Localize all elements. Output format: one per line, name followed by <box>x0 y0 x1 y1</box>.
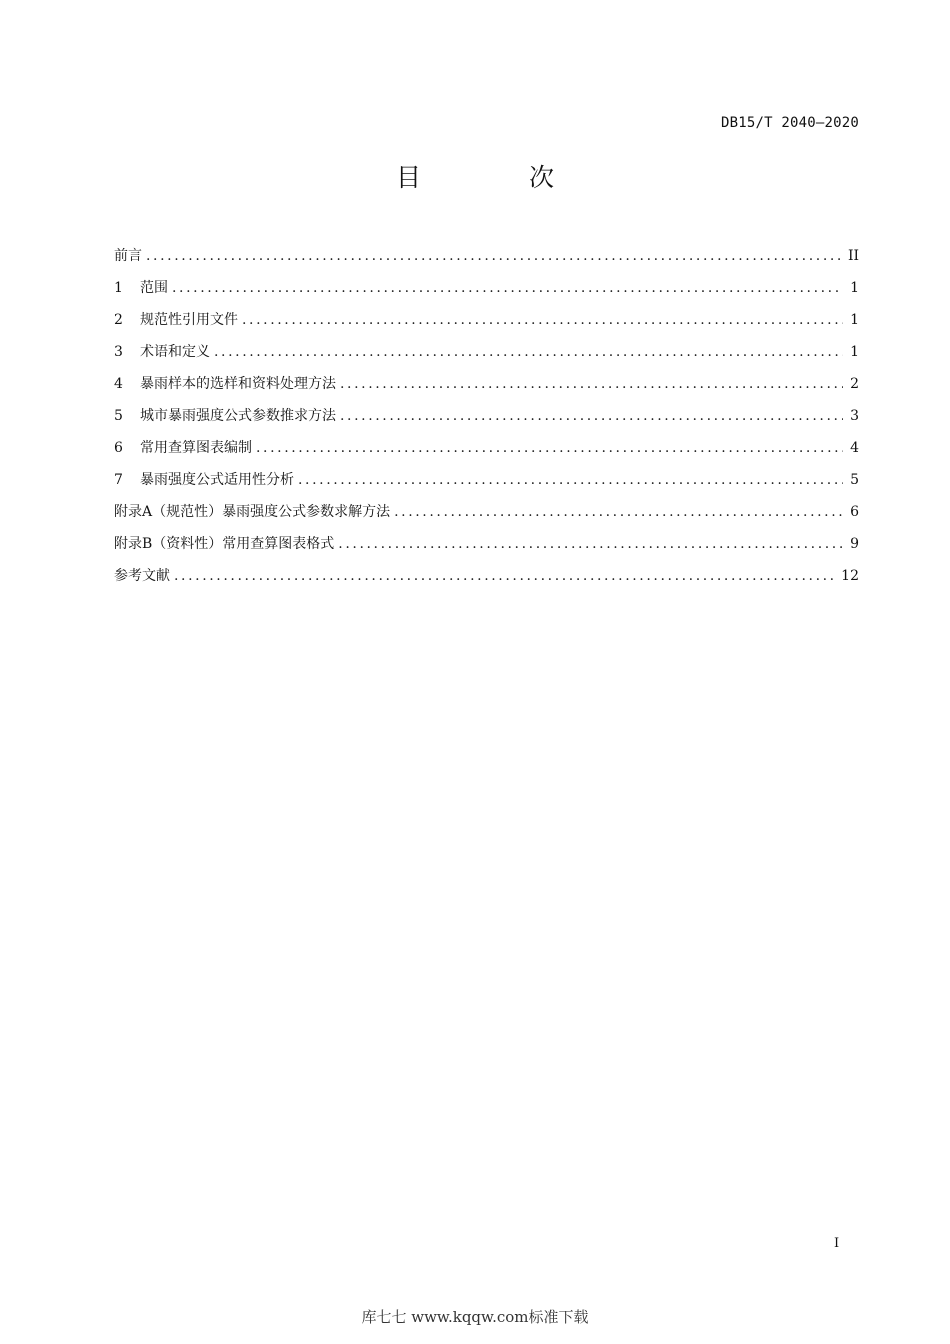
toc-leader-dots <box>338 533 843 555</box>
toc-leader-dots <box>340 373 843 395</box>
toc-entry-label: 暴雨样本的选样和资料处理方法 <box>140 376 336 392</box>
toc-leader-dots <box>172 277 843 299</box>
page-number: I <box>834 1236 840 1251</box>
toc-entry-number: 6 <box>114 440 123 456</box>
toc-entry-scope[interactable] <box>114 277 859 309</box>
toc-entry-label: 附录A（规范性）暴雨强度公式参数求解方法 <box>114 504 391 520</box>
toc-entry-page: 1 <box>850 344 859 360</box>
toc-entry-label: 附录B（资料性）常用查算图表格式 <box>114 536 335 552</box>
toc-entry-normative-references[interactable] <box>114 309 859 341</box>
toc-entry-terms[interactable] <box>114 341 859 373</box>
toc-entry-page: 9 <box>850 536 859 552</box>
toc-leader-dots <box>146 245 842 267</box>
toc-entry-page: 12 <box>841 568 859 584</box>
toc-entry-label: 城市暴雨强度公式参数推求方法 <box>140 408 336 424</box>
toc-entry-sampling[interactable] <box>114 373 859 405</box>
toc-entry-label: 参考文献 <box>114 568 170 584</box>
toc-entry-formula-parameters[interactable] <box>114 405 859 437</box>
toc-entry-label: 常用查算图表编制 <box>140 440 252 456</box>
toc-entry-number: 1 <box>114 280 123 296</box>
toc-entry-number: 7 <box>114 472 123 488</box>
toc-leader-dots <box>242 309 843 331</box>
toc-entry-appendix-a[interactable] <box>114 501 859 533</box>
toc-entry-number: 5 <box>114 408 123 424</box>
page-title: 目 次 <box>396 163 604 192</box>
toc-entry-page: 1 <box>850 280 859 296</box>
toc-leader-dots <box>214 341 843 363</box>
toc-entry-page: 6 <box>850 504 859 520</box>
toc-entry-label: 前言 <box>114 248 142 264</box>
toc-entry-charts[interactable] <box>114 437 859 469</box>
toc-entry-label: 暴雨强度公式适用性分析 <box>140 472 294 488</box>
footer-watermark: 库七七 www.kqqw.com标准下载 <box>361 1308 589 1326</box>
toc-leader-dots <box>256 437 843 459</box>
toc-entry-applicability[interactable] <box>114 469 859 501</box>
toc-entry-preface[interactable] <box>114 245 859 277</box>
toc-entry-page: 3 <box>850 408 859 424</box>
toc-entry-number: 2 <box>114 312 123 328</box>
table-of-contents <box>114 245 859 597</box>
toc-entry-page: 4 <box>850 440 859 456</box>
toc-leader-dots <box>394 501 843 523</box>
toc-entry-label: 范围 <box>140 280 168 296</box>
toc-entry-appendix-b[interactable] <box>114 533 859 565</box>
toc-leader-dots <box>174 565 835 587</box>
toc-entry-page: II <box>847 248 859 264</box>
toc-entry-label: 术语和定义 <box>140 344 210 360</box>
toc-entry-page: 2 <box>850 376 859 392</box>
toc-entry-label: 规范性引用文件 <box>140 312 238 328</box>
toc-leader-dots <box>340 405 843 427</box>
toc-entry-number: 3 <box>114 344 123 360</box>
document-code: DB15/T 2040—2020 <box>720 115 859 131</box>
toc-entry-number: 4 <box>114 376 123 392</box>
toc-leader-dots <box>298 469 843 491</box>
toc-entry-bibliography[interactable] <box>114 565 859 597</box>
toc-entry-page: 1 <box>850 312 859 328</box>
toc-entry-page: 5 <box>850 472 859 488</box>
